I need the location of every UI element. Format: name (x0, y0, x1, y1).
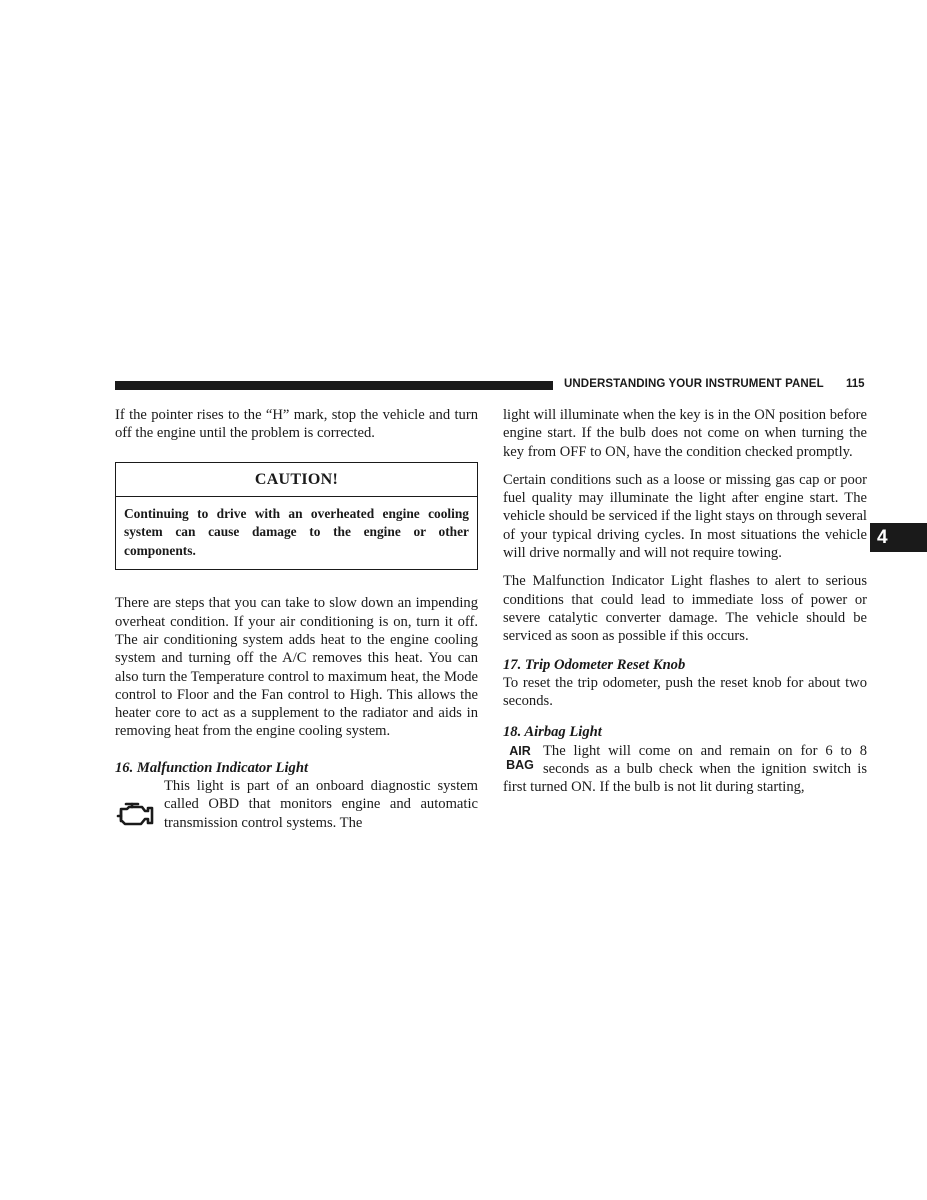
left-column (115, 406, 478, 832)
section-16-paragraph (115, 777, 478, 832)
caution-title: CAUTION! (116, 463, 477, 497)
section-17-text: To reset the trip odometer, push the reset knob for about two seconds. (503, 674, 867, 710)
caution-box (115, 462, 478, 571)
check-engine-icon (115, 798, 157, 828)
section-16-text: This light is part of an onboard diagnostic system called OBD that monitors engine and automatic transmission control systems. The (164, 778, 478, 831)
section-18-text: The light will come on and remain on for 6 to 8 seconds as a bulb check when the ignition switch is first turned ON. If the bulb is not lit during starting, (503, 742, 867, 796)
mil-flashing-paragraph: The Malfunction Indicator Light flashes to alert to serious conditions that could lead to immediate loss of power or severe catalytic converter damage. The vehicle should be serviced as soon as possible if this occurs. (503, 573, 867, 645)
section-18-paragraph (503, 742, 867, 797)
overheat-steps-paragraph: There are steps that you can take to slow down an impending overheat condition. If your air conditioning is on, turn it off. The air conditioning system adds heat to the engine cooling system and turning off the A/C removes this heat. You can also turn the Temperature control to maximum heat, the Mode control to Floor and the Fan control to High. This allows the heater core to act as a supplement to the radiator and aids in removing heat from the engine cooling system. (115, 595, 478, 740)
gas-cap-paragraph: Certain conditions such as a loose or missing gas cap or poor fuel quality may illuminate the light after engine start. The vehicle should be serviced if the light stays on through several of your typical driving cycles. In most situations the vehicle will drive normally and will not require towing. (503, 471, 867, 562)
mil-continuation-paragraph: light will illuminate when the key is in the ON position before engine start. If the bulb does not come on when turning the key from OFF to ON, have the condition checked promptly. (503, 407, 867, 460)
section-16-heading: 16. Malfunction Indicator Light (115, 759, 308, 776)
right-column (503, 406, 867, 797)
running-header-title: UNDERSTANDING YOUR INSTRUMENT PANEL (564, 378, 824, 390)
header-rule (115, 381, 553, 390)
section-18-heading: 18. Airbag Light (503, 724, 602, 741)
airbag-icon-line-1: AIR (509, 743, 531, 758)
section-17-heading: 17. Trip Odometer Reset Knob (503, 656, 686, 673)
chapter-tab: 4 (870, 523, 927, 552)
page-number: 115 (846, 378, 865, 390)
caution-body: Continuing to drive with an overheated engine cooling system can cause damage to the engine or other components. (124, 505, 469, 558)
overheat-intro-paragraph: If the pointer rises to the “H” mark, stop the vehicle and turn off the engine until the problem is corrected. (115, 407, 478, 442)
airbag-icon-line-2: BAG (506, 757, 534, 772)
airbag-icon (504, 744, 536, 772)
